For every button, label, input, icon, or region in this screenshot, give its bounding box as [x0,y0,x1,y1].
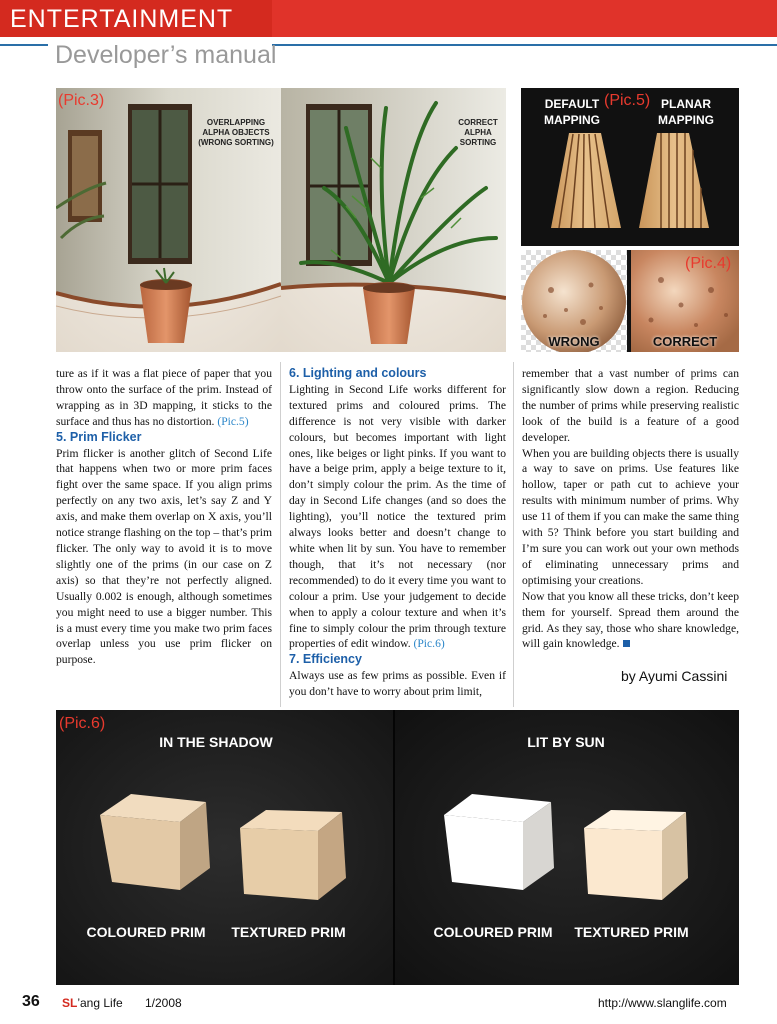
col1-paragraph-1-text: ture as if it was a flat piece of paper that you throw onto the surface of the prim. Instead of wrapping as in 3D mapping, it sticks to the surface and thus has no distortion. [56,367,272,428]
figure-pic5 [521,88,739,246]
author-byline: by Ayumi Cassini [621,668,728,684]
magazine-brand: SL [62,996,78,1010]
pic3-tag: (Pic.3) [58,92,105,109]
pic3-correct-caption: CORRECT ALPHA SORTING [458,118,498,147]
pic6-reference: (Pic.6) [413,637,445,651]
website-link[interactable]: http://www.slanglife.com [598,996,727,1010]
room-scenes-image [56,88,506,352]
pic6-label-textured-shadow: TEXTURED PRIM [231,924,346,940]
col3-paragraph-1: remember that a vast number of prims can significantly slow down a region. Reducing the number of prims while preserving realistic look of the build is a feature of a good developer. [522,367,739,444]
section-title: ENTERTAINMENT [10,5,234,33]
column-divider [280,362,281,707]
end-mark-icon [623,640,630,647]
pic6-label-textured-sun: TEXTURED PRIM [574,924,689,940]
figure-pic3 [56,88,506,352]
pic5-reference: (Pic.5) [217,414,249,428]
pic3-wrong-caption: OVERLAPPING ALPHA OBJECTS (WRONG SORTING) [198,118,274,147]
pic5-tag: (Pic.5) [604,92,651,109]
col2-paragraph-1 [289,382,506,652]
pic4-correct-caption: CORRECT [652,334,718,349]
col3-paragraph-3-text: Now that you know all these tricks, don’t keep them for yourself. Spread them around the grid. As they say, those who share knowledge, will gain knowledge. [522,589,739,651]
text-column-1 [56,366,272,668]
pic6-sun-title: LIT BY SUN [527,734,605,750]
col1-paragraph-1 [56,366,272,430]
pic6-label-coloured-sun: COLOURED PRIM [433,924,553,940]
pic5-default-caption: DEFAULT MAPPING [543,97,600,127]
text-column-2 [289,366,506,700]
page-subtitle: Developer’s manual [55,41,277,69]
col3-paragraph-3 [522,589,739,653]
header-rule [0,44,48,46]
heading-prim-flicker: 5. Prim Flicker [56,429,142,444]
pic6-shadow-title: IN THE SHADOW [159,734,273,750]
col2-paragraph-1-text: Lighting in Second Life works different for textured prims and coloured prims. The difference is not very visible with darker colours, but becomes important with light ones, like beiges or light pinks. If you want to have a beige prim, apply a beige texture to it, don’t simply colour the prim. As the time of day in Second Life changes (and so does the lighting), you’ll notice the textured prim always looks better and doesn’t change to white when lit by sun. You have to remember though, that it’s not necessary (nor recommended) to do it every time you want to colour a prim. Use your judgement to decide when to apply a colour texture and when it’s fine to simply colour the prim through texture properties of edit window. [289,382,506,651]
heading-efficiency: 7. Efficiency [289,652,362,667]
issue-number: 1/2008 [145,996,182,1010]
figure-pic4 [521,250,739,352]
magazine-name-rest: ’ang Life [77,996,123,1010]
cubes-image [56,710,739,985]
header-bar-extension [272,0,777,37]
col3-paragraph-2: When you are building objects there is usually a way to save on prims. Use features like hollow, taper or path cut to achieve your results with minimum number of prims. Why use 11 of them if you can make the same thing with 5? Think before you start building and I’m sure you can work out your own methods of eliminating unnecessary prims and optimising your creations. [522,446,739,587]
figure-pic6 [56,710,739,985]
column-divider [513,362,514,707]
heading-lighting: 6. Lighting and colours [289,366,427,380]
text-column-3 [522,366,739,652]
pic4-tag: (Pic.4) [685,255,732,272]
page-number: 36 [22,993,40,1010]
pic6-tag: (Pic.6) [59,715,106,732]
col1-paragraph-2: Prim flicker is another glitch of Second Life that happens when two or more prim faces fight over the same space. If you align prims perfectly on any two axis, let’s say Z and Y axis, and make them overlap on X axis, you’ll notice strange flashing on the top – that’s prim flicker. The only way to avoid it is to move slightly one of the prims (in our case on Z axis) so that they’re not perfectly aligned. Usually 0.002 is enough, although sometimes you might need to use a bigger number. This is a must every time you make two prim faces overlap unless you use prim flicker on purpose. [56,446,272,667]
header-rule [272,44,777,46]
pic4-wrong-caption: WRONG [548,334,600,349]
magazine-name [62,996,123,1010]
pic5-planar-caption: PLANAR MAPPING [657,97,714,127]
pic6-label-coloured-shadow: COLOURED PRIM [86,924,206,940]
col2-paragraph-2: Always use as few prims as possible. Even if you don’t have to worry about prim limit, [289,669,506,699]
